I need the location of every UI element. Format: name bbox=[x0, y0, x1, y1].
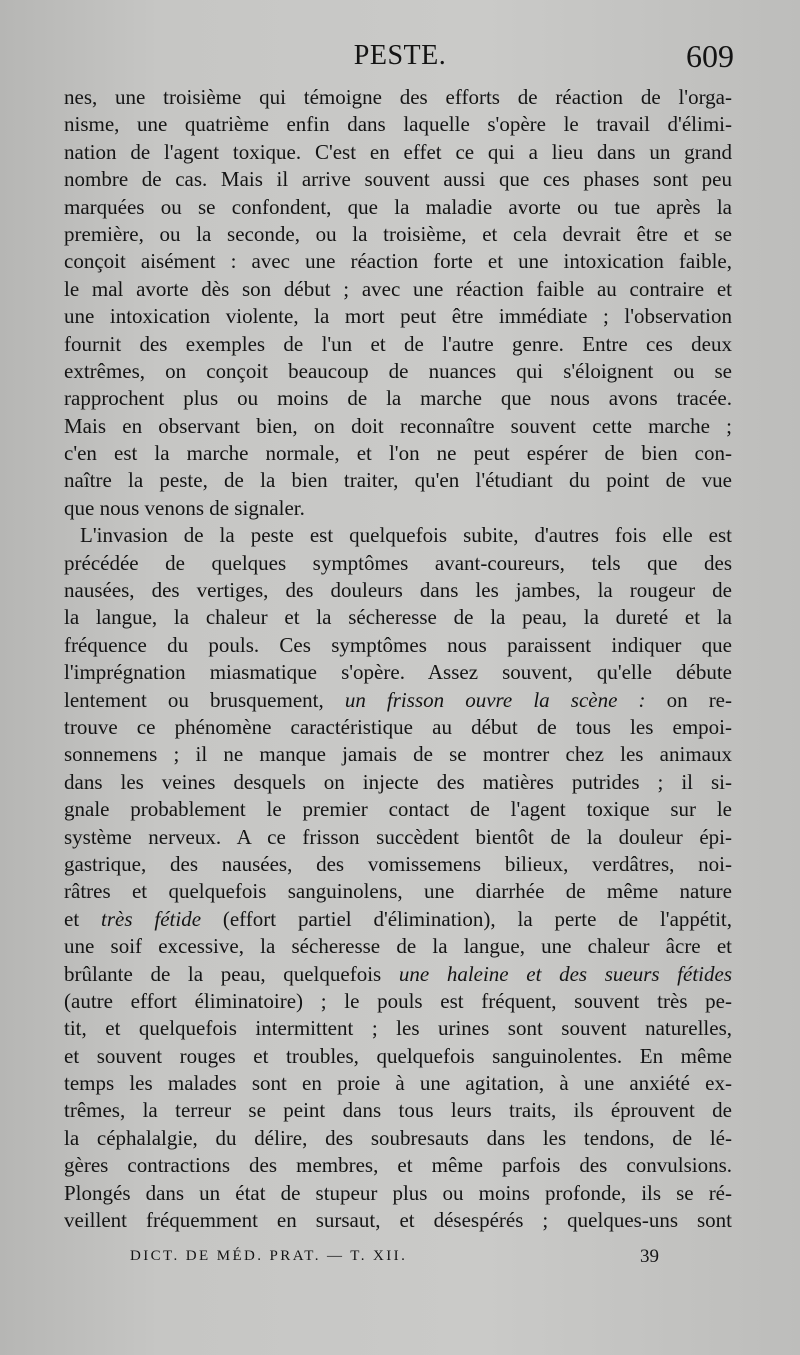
text-line: gastrique, des nausées, des vomissemens bilieux, verdâtres, noi- bbox=[64, 851, 732, 876]
text-line: gères contractions des membres, et même parfois des convulsions. bbox=[64, 1153, 732, 1178]
italic-run: une haleine et des sueurs fétides bbox=[398, 961, 732, 986]
text-run: et bbox=[64, 906, 102, 931]
text-line: première, ou la seconde, ou la troisième, et cela devrait être et se bbox=[64, 221, 732, 246]
text-line: nombre de cas. Mais il arrive souvent aussi que ces phases sont peu bbox=[64, 167, 732, 192]
text-line: une soif excessive, la sécheresse de la langue, une chaleur âcre et bbox=[64, 934, 732, 959]
text-line: la céphalalgie, du délire, des soubresauts dans les tendons, de lé- bbox=[64, 1125, 732, 1150]
text-line: dans les veines desquels on injecte des matières putrides ; il si- bbox=[64, 769, 732, 794]
text-line: que nous venons de signaler. bbox=[64, 495, 305, 520]
page-footer bbox=[0, 1248, 800, 1278]
text-line bbox=[64, 687, 732, 714]
paragraph-1 bbox=[64, 84, 732, 522]
text-run: (effort partiel d'élimination), la perte de l'appétit, bbox=[201, 906, 732, 931]
text-line: gnale probablement le premier contact de l'agent toxique sur le bbox=[64, 797, 732, 822]
text-line: nes, une troisième qui témoigne des efforts de réaction de l'orga- bbox=[64, 85, 732, 109]
text-line: conçoit aisément : avec une réaction forte et une intoxication faible, bbox=[64, 249, 732, 274]
text-line: système nerveux. A ce frisson succèdent bientôt de la douleur épi- bbox=[64, 824, 732, 849]
text-line bbox=[64, 906, 732, 933]
text-line: tit, et quelquefois intermittent ; les urines sont souvent naturelles, bbox=[64, 1016, 732, 1041]
text-line: naître la peste, de la bien traiter, qu'en l'étudiant du point de vue bbox=[64, 468, 732, 493]
text-line: nausées, des vertiges, des douleurs dans les jambes, la rougeur de bbox=[64, 578, 732, 603]
text-line: (autre effort éliminatoire) ; le pouls est fréquent, souvent très pe- bbox=[64, 988, 732, 1013]
text-line: temps les malades sont en proie à une agitation, à une anxiété ex- bbox=[64, 1071, 732, 1096]
text-line: extrêmes, on conçoit beaucoup de nuances qui s'éloignent ou se bbox=[64, 358, 732, 383]
text-line: le mal avorte dès son début ; avec une réaction faible au contraire et bbox=[64, 276, 732, 301]
text-line: râtres et quelquefois sanguinolens, une diarrhée de même nature bbox=[64, 879, 732, 904]
italic-run: un frisson ouvre la scène : bbox=[344, 687, 646, 712]
text-line: L'invasion de la peste est quelquefois subite, d'autres fois elle est bbox=[80, 523, 732, 548]
paragraph-2 bbox=[64, 522, 732, 1234]
text-line: marquées ou se confondent, que la maladie avorte ou tue après la bbox=[64, 194, 732, 219]
text-line: précédée de quelques symptômes avant-coureurs, tels que des bbox=[64, 550, 732, 575]
text-line bbox=[64, 961, 732, 988]
sheet-number: 39 bbox=[640, 1246, 659, 1267]
running-title: PESTE. bbox=[353, 40, 447, 71]
text-line: veillent fréquemment en sursaut, et désespérés ; quelques-uns sont bbox=[64, 1208, 732, 1233]
text-line: nation de l'agent toxique. C'est en effet ce qui a lieu dans un grand bbox=[64, 139, 732, 164]
text-line: la langue, la chaleur et la sécheresse de la peau, la dureté et la bbox=[64, 605, 732, 630]
text-run: lentement ou brusquement, bbox=[64, 687, 345, 712]
text-line: Mais en observant bien, on doit reconnaître souvent cette marche ; bbox=[64, 413, 732, 438]
text-line: trêmes, la terreur se peint dans tous leurs traits, ils éprouvent de bbox=[64, 1098, 732, 1123]
text-line: fréquence du pouls. Ces symptômes nous paraissent indiquer que bbox=[64, 632, 732, 657]
text-line: l'imprégnation miasmatique s'opère. Assez souvent, qu'elle débute bbox=[64, 660, 732, 685]
text-line: une intoxication violente, la mort peut être immédiate ; l'observation bbox=[64, 304, 732, 329]
text-line: rapprochent plus ou moins de la marche que nous avons tracée. bbox=[64, 386, 732, 411]
text-line: fournit des exemples de l'un et de l'autre genre. Entre ces deux bbox=[64, 331, 732, 356]
text-line: Plongés dans un état de stupeur plus ou moins profonde, ils se ré- bbox=[64, 1180, 732, 1205]
body-text bbox=[64, 84, 732, 1234]
page-header bbox=[0, 36, 800, 76]
text-line: et souvent rouges et troubles, quelquefois sanguinolentes. En même bbox=[64, 1043, 732, 1068]
text-run: on re- bbox=[645, 687, 732, 712]
italic-run: très fétide bbox=[101, 906, 202, 931]
text-line: trouve ce phénomène caractéristique au début de tous les empoi- bbox=[64, 714, 732, 739]
text-run: brûlante de la peau, quelquefois bbox=[64, 961, 399, 986]
text-line: sonnemens ; il ne manque jamais de se montrer chez les animaux bbox=[64, 742, 732, 767]
page-number: 609 bbox=[686, 38, 734, 74]
text-line: nisme, une quatrième enfin dans laquelle s'opère le travail d'élimi- bbox=[64, 112, 732, 137]
printer-signature: DICT. DE MÉD. PRAT. — T. XII. bbox=[130, 1248, 408, 1264]
text-line: c'en est la marche normale, et l'on ne peut espérer de bien con- bbox=[64, 441, 732, 466]
